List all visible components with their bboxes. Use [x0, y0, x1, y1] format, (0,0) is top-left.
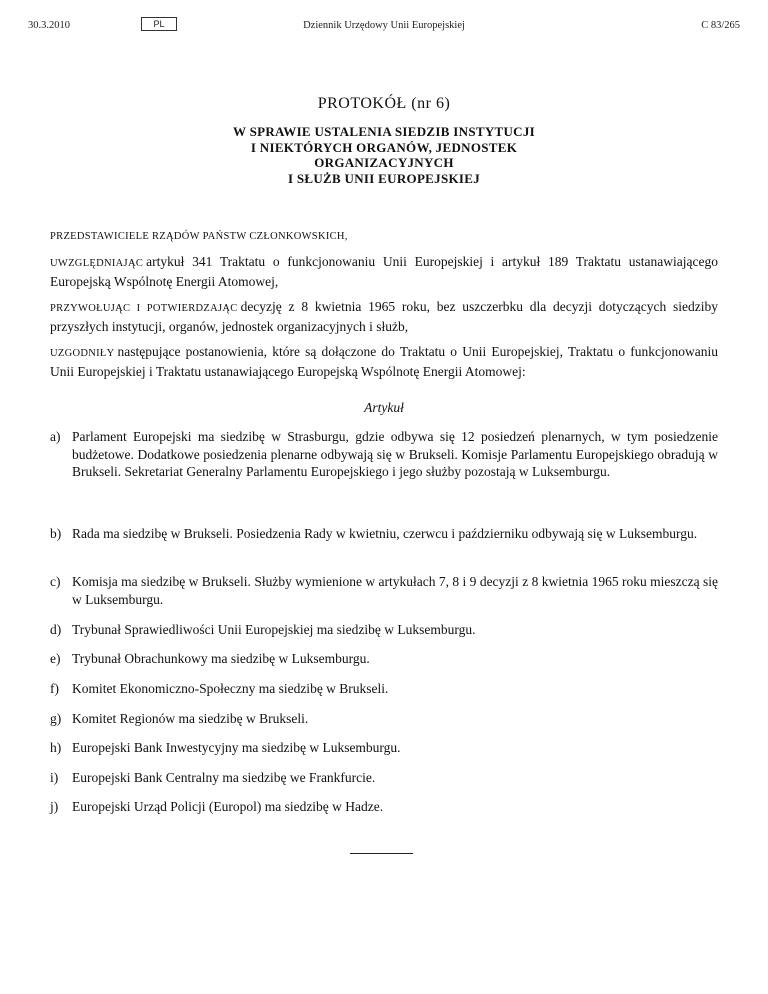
subtitle-line: W SPRAWIE USTALENIA SIEDZIB INSTYTUCJI	[232, 124, 536, 139]
recalling-text: decyzję z 8 kwietnia 1965 roku, bez uszczerbku dla decyzji dotyczących siedziby przyszłych instytucji, organów, jednostek organizacyjnych i służb,	[50, 299, 719, 334]
subtitle-line: ORGANIZACYJNYCH	[314, 155, 454, 170]
preamble-representatives	[50, 226, 718, 246]
preamble-agreed	[50, 343, 718, 380]
publication-date: 30.3.2010	[28, 20, 70, 31]
considering-text: artykuł 341 Traktatu o funkcjonowaniu Unii Europejskiej i artykuł 189 Traktatu ustanawiającego Europejską Wspólnotę Energii Atomowej,	[50, 254, 718, 289]
item-text: Europejski Bank Centralny ma siedzibę we Frankfurcie.	[72, 770, 376, 785]
representatives-text: PRZEDSTAWICIELE RZĄDÓW PAŃSTW CZŁONKOWSKICH,	[50, 231, 348, 242]
item-text: Komisja ma siedzibę w Brukseli. Służby wymienione w artykułach 7, 8 i 9 decyzji z 8 kwietnia 1965 roku mieszczą się w Luksemburgu.	[72, 574, 718, 607]
item-text: Trybunał Sprawiedliwości Unii Europejskiej ma siedzibę w Luksemburgu.	[72, 622, 476, 637]
language-badge: PL	[141, 17, 177, 31]
article-item-e	[50, 650, 718, 668]
item-letter: g)	[50, 711, 62, 726]
recalling-lead: PRZYWOŁUJĄC I POTWIERDZAJĄC	[50, 303, 238, 314]
article-item-j	[50, 798, 718, 816]
article-item-f	[50, 680, 718, 698]
item-letter: c)	[50, 574, 61, 589]
article-item-g	[50, 710, 718, 728]
end-rule	[350, 853, 413, 854]
protocol-title: PROTOKÓŁ (nr 6)	[317, 95, 451, 112]
item-letter: h)	[50, 740, 62, 755]
page-reference: C 83/265	[701, 20, 740, 31]
item-text: Komitet Ekonomiczno-Społeczny ma siedzibę w Brukseli.	[72, 681, 389, 696]
item-letter: e)	[50, 651, 61, 666]
item-letter: f)	[50, 681, 59, 696]
article-item-h	[50, 739, 718, 757]
article-heading: Artykuł	[364, 400, 404, 415]
item-text: Parlament Europejski ma siedzibę w Strasburgu, gdzie odbywa się 12 posiedzeń plenarnych, w tym posiedzenie budżetowe. Dodatkowe posiedzenia plenarne odbywają się w Brukseli. Komisje Parlamentu Europejskiego obradują w Brukseli. Sekretariat Generalny Parlamentu Europejskiego i jego służby pozostają w Luksemburgu.	[72, 429, 718, 479]
subtitle-line: I SŁUŻB UNII EUROPEJSKIEJ	[287, 170, 481, 186]
subtitle-line: I NIEKTÓRYCH ORGANÓW, JEDNOSTEK	[250, 139, 518, 155]
item-text: Komitet Regionów ma siedzibę w Brukseli.	[72, 711, 309, 726]
article-item-i	[50, 769, 718, 787]
item-letter: d)	[50, 622, 62, 637]
considering-lead: UWZGLĘDNIAJĄC	[50, 258, 144, 269]
item-text: Trybunał Obrachunkowy ma siedzibę w Luksemburgu.	[72, 651, 370, 666]
item-text: Europejski Bank Inwestycyjny ma siedzibę w Luksemburgu.	[72, 740, 401, 755]
preamble-recalling	[50, 298, 718, 335]
agreed-lead: UZGODNIŁY	[50, 348, 115, 359]
preamble-considering	[50, 253, 718, 290]
item-letter: j)	[50, 799, 59, 814]
article-item-d	[50, 621, 718, 639]
item-letter: a)	[50, 429, 61, 444]
journal-name: Dziennik Urzędowy Unii Europejskiej	[303, 20, 465, 31]
article-item-b	[50, 525, 718, 543]
item-text: Rada ma siedzibę w Brukseli. Posiedzenia Rady w kwietniu, czerwcu i październiku odbywają się w Luksemburgu.	[72, 526, 698, 541]
article-item-c	[50, 573, 718, 608]
article-item-a	[50, 428, 718, 481]
item-text: Europejski Urząd Policji (Europol) ma siedzibę w Hadze.	[72, 799, 384, 814]
protocol-subtitle	[160, 124, 608, 186]
agreed-text: następujące postanowienia, które są dołączone do Traktatu o Unii Europejskiej, Traktatu o funkcjonowaniu Unii Europejskiej i Traktatu ustanawiającego Europejską Wspólnotę Energii Atomowej:	[50, 344, 718, 379]
item-letter: b)	[50, 526, 62, 541]
item-letter: i)	[50, 770, 59, 785]
